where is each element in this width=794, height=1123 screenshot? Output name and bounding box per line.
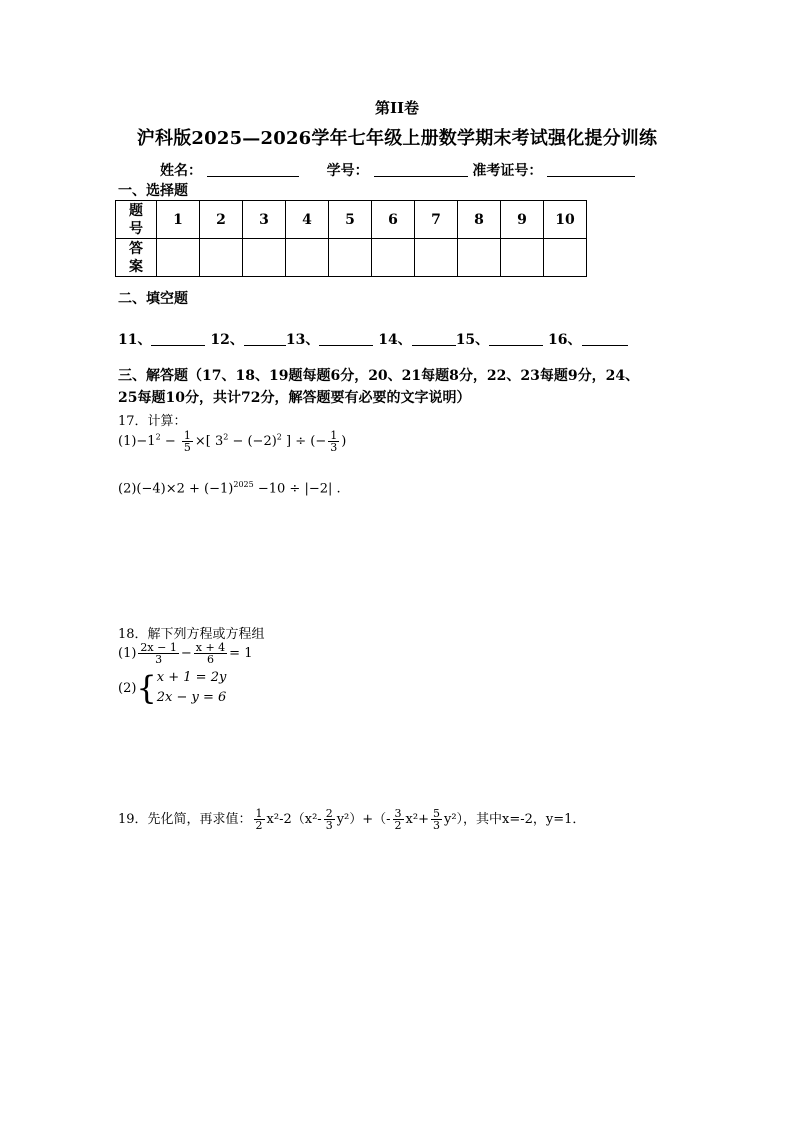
question-number-cell: 9 — [501, 201, 544, 239]
question-number-cell: 4 — [286, 201, 329, 239]
question-number-cell: 3 — [243, 201, 286, 239]
question-number-cell: 5 — [329, 201, 372, 239]
fraction: $\frac{1}{5}$ — [183, 429, 191, 454]
answer-cell[interactable] — [200, 239, 243, 277]
blank-label-16: 16、 — [548, 332, 582, 348]
section3-heading-line1: 三、解答题（17、18、19题每题6分，20、21每题8分，22、23每题9分，24、 — [118, 368, 640, 384]
blank-12[interactable] — [244, 331, 286, 346]
answer-cell[interactable] — [458, 239, 501, 277]
volume-label: 第II卷 — [374, 99, 420, 117]
q18-label: 18．解下列方程或方程组 — [118, 627, 265, 642]
blank-label-15: 15、 — [455, 332, 490, 348]
blank-13[interactable] — [319, 331, 373, 346]
blank-15[interactable] — [489, 331, 543, 346]
fill-blank-line — [118, 329, 628, 349]
fraction: $\frac{1}{3}$ — [330, 429, 338, 454]
q18-part1: (1) $\frac{2x - 1}{3}$ − $\frac{x + 4}{6}$ = 1 — [118, 641, 253, 666]
fraction: $\frac{3}{2}$ — [394, 807, 402, 832]
blank-label-12: 12、 — [210, 332, 244, 348]
answer-cell[interactable] — [415, 239, 458, 277]
q17-part2: $(2)(-4)\times 2 + (-1)^{2025} -10 \div |-2|$ . — [118, 480, 341, 497]
name-label: 姓名： — [160, 163, 202, 179]
answer-cell[interactable] — [157, 239, 200, 277]
question-number-cell: 2 — [200, 201, 243, 239]
q19-expression: 19．先化简，再求值： $\frac{1}{2}$ x²-2（x²- $\frac{2}{3}$ y²）+（- $\frac{3}{2}$ x²+ $\frac{5}{3}$ y²），其中x=-2，y=1． — [118, 807, 586, 832]
page-title: 沪科版2025—2026学年七年级上册数学期末考试强化提分训练 — [136, 128, 658, 149]
exam-number-blank[interactable] — [547, 162, 635, 177]
student-id-blank[interactable] — [374, 162, 468, 177]
question-number-row — [116, 201, 587, 239]
question-number-cell: 7 — [415, 201, 458, 239]
blank-11[interactable] — [151, 331, 205, 346]
q17-label: 17．计算： — [118, 414, 187, 429]
answer-cell[interactable] — [544, 239, 587, 277]
fraction: $\frac{1}{2}$ — [255, 807, 263, 832]
section3-heading-line2: 25每题10分，共计72分，解答题要有必要的文字说明） — [118, 390, 471, 406]
blank-14[interactable] — [412, 331, 456, 346]
brace-icon: { — [136, 669, 157, 707]
fraction: $\frac{2}{3}$ — [325, 807, 333, 832]
student-info-line — [160, 160, 635, 180]
q18-part2: (2){ x + 1 = 2y 2x − y = 6 — [118, 669, 227, 707]
exam-number-label: 准考证号： — [472, 163, 543, 179]
question-number-cell: 1 — [157, 201, 200, 239]
section3-heading — [118, 365, 639, 409]
name-blank[interactable] — [207, 162, 299, 177]
blank-16[interactable] — [582, 331, 628, 346]
question-number-cell: 8 — [458, 201, 501, 239]
equation-system: x + 1 = 2y 2x − y = 6 — [156, 670, 227, 705]
fraction: $\frac{x + 4}{6}$ — [195, 641, 226, 666]
blank-label-14: 14、 — [378, 332, 412, 348]
blank-label-13: 13、 — [285, 332, 320, 348]
answer-row — [116, 239, 587, 277]
answer-cell[interactable] — [286, 239, 329, 277]
answer-cell[interactable] — [372, 239, 415, 277]
answer-cell[interactable] — [243, 239, 286, 277]
question-number-header: 题号 — [116, 201, 157, 239]
answer-cell[interactable] — [329, 239, 372, 277]
answer-cell[interactable] — [501, 239, 544, 277]
answer-table — [115, 200, 587, 277]
answer-header: 答案 — [116, 239, 157, 277]
blank-label-11: 11、 — [118, 332, 152, 348]
fraction: $\frac{5}{3}$ — [432, 807, 440, 832]
section2-heading: 二、填空题 — [118, 291, 188, 307]
question-number-cell: 6 — [372, 201, 415, 239]
fraction: $\frac{2x - 1}{3}$ — [140, 641, 177, 666]
question-number-cell: 10 — [544, 201, 587, 239]
student-id-label: 学号： — [326, 163, 369, 179]
section1-heading: 一、选择题 — [118, 183, 188, 199]
q17-part1: $(1)-1^2$ − $\frac{1}{5}$ ×[ $3^2 - (-2)^2$ ] ÷ (− $\frac{1}{3}$ ) — [118, 429, 347, 454]
